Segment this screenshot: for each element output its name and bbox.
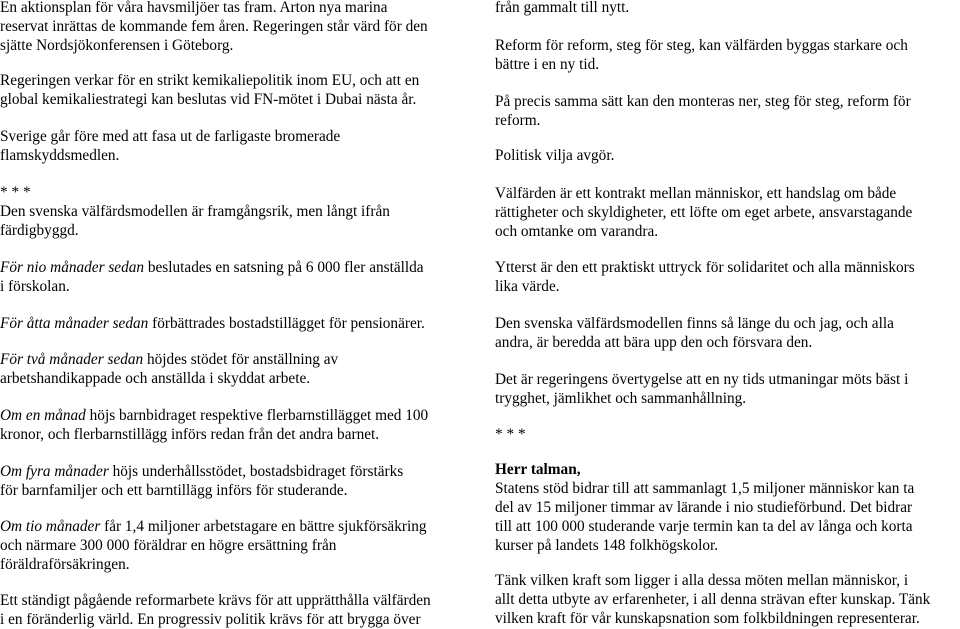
text-rest: förbättrades bostadstillägget för pensionärer. bbox=[148, 315, 425, 332]
text-line: En aktionsplan för våra havsmiljöer tas fram. Arton nya marina bbox=[0, 0, 388, 16]
text-line: föräldraförsäkringen. bbox=[0, 556, 130, 573]
text-line bbox=[0, 350, 338, 369]
text-line: Ett ständigt pågående reformarbete krävs för att upprätthålla välfärden bbox=[0, 592, 431, 609]
text-line: Sverige går före med att fasa ut de farligaste bromerade bbox=[0, 128, 341, 145]
text-line: i förskolan. bbox=[0, 278, 70, 295]
text-line: global kemikaliestrategi kan beslutas vid FN-mötet i Dubai nästa år. bbox=[0, 91, 417, 108]
time-lead: Om en månad bbox=[0, 407, 86, 424]
paragraph-welfare-exists bbox=[495, 314, 894, 352]
paragraph-reform-work bbox=[0, 591, 431, 629]
text-line bbox=[0, 517, 427, 536]
text-rest: höjs barnbidraget respektive flerbarnstillägget med 100 bbox=[85, 407, 429, 424]
text-line: Den svenska välfärdsmodellen är framgångsrik, men långt ifrån bbox=[0, 203, 390, 220]
text-rest: höjs underhållsstödet, bostadsbidraget förstärks bbox=[108, 463, 404, 480]
text-line: allt detta utbyte av erfarenheter, i all denna strävan efter kunskap. Tänk bbox=[495, 591, 931, 608]
paragraph-political-will bbox=[495, 146, 614, 165]
text-rest: får 1,4 miljoner arbetstagare en bättre sjukförsäkring bbox=[100, 518, 427, 535]
paragraph-marine-action-plan bbox=[0, 0, 428, 55]
text-line: sjätte Nordsjökonferensen i Göteborg. bbox=[0, 37, 234, 54]
text-line: Den svenska välfärdsmodellen finns så länge du och jag, och alla bbox=[495, 315, 894, 332]
paragraph-sickness-insurance bbox=[0, 517, 427, 574]
text-line: kurser på landets 148 folkhögskolor. bbox=[495, 537, 719, 554]
paragraph-preschool bbox=[0, 258, 424, 296]
text-line: vilken kraft för vår kunskapsnation som folkbildningen representerar. bbox=[495, 610, 920, 627]
text-line: del av 15 miljoner timmar av lärande i nio studieförbund. Det bidrar bbox=[495, 499, 913, 516]
text-line bbox=[0, 462, 403, 481]
time-lead: Om fyra månader bbox=[0, 463, 109, 480]
text-line: Reform för reform, steg för steg, kan välfärden byggas starkare och bbox=[495, 37, 908, 54]
text-line: bättre i en ny tid. bbox=[495, 56, 600, 73]
paragraph-solidarity bbox=[495, 258, 915, 296]
paragraph-dismantle bbox=[495, 92, 911, 130]
paragraph-maintenance-support bbox=[0, 462, 403, 500]
text-rest: beslutades en satsning på 6 000 fler anställda bbox=[144, 259, 424, 276]
text-line: reform. bbox=[495, 112, 541, 129]
text-line: från gammalt till nytt. bbox=[495, 0, 630, 16]
paragraph-welfare-model bbox=[0, 202, 390, 240]
paragraph-state-support bbox=[495, 479, 914, 555]
text-line: andra, är beredda att bära upp den och försvara den. bbox=[495, 334, 813, 351]
text-line: rättigheter och skyldigheter, ett löfte om eget arbete, ansvarstagande bbox=[495, 204, 913, 221]
text-line: reservat inrättas de kommande fem åren. Regeringen står värd för den bbox=[0, 18, 428, 35]
text-line: Välfärden är ett kontrakt mellan människor, ett handslag om både bbox=[495, 185, 897, 202]
paragraph-child-benefit bbox=[0, 406, 428, 444]
text-line: Regeringen verkar för en strikt kemikaliepolitik inom EU, och att en bbox=[0, 72, 420, 89]
text-line bbox=[0, 314, 425, 333]
text-line: och närmare 300 000 föräldrar en högre ersättning från bbox=[0, 537, 337, 554]
section-separator: * * * bbox=[0, 184, 31, 201]
paragraph-welfare-contract bbox=[495, 184, 912, 241]
text-line: och omtanke om varandra. bbox=[495, 223, 659, 240]
time-lead: Om tio månader bbox=[0, 518, 101, 535]
text-line: till att 100 000 studerande varje termin kan ta del av långa och korta bbox=[495, 518, 913, 535]
text-line: flamskyddsmedlen. bbox=[0, 147, 120, 164]
text-line: för barnfamiljer och ett barntillägg införs för studerande. bbox=[0, 482, 348, 499]
text-line bbox=[0, 258, 424, 277]
text-line: i en föränderlig värld. En progressiv politik krävs för att brygga över bbox=[0, 611, 421, 628]
text-line: lika värde. bbox=[495, 278, 560, 295]
paragraph-think-power bbox=[495, 571, 930, 628]
text-rest: höjdes stödet för anställning av bbox=[143, 351, 339, 368]
text-line bbox=[0, 406, 428, 425]
paragraph-housing-supplement bbox=[0, 314, 425, 333]
time-lead: För nio månader sedan bbox=[0, 259, 145, 276]
text-line: Det är regeringens övertygelse att en ny tids utmaningar möts bäst i bbox=[495, 371, 909, 388]
paragraph-chemicals-policy bbox=[0, 71, 419, 109]
paragraph-government-conviction bbox=[495, 370, 908, 408]
text-line: Ytterst är den ett praktiskt uttryck för solidaritet och alla människors bbox=[495, 259, 915, 276]
paragraph-old-to-new bbox=[495, 0, 629, 17]
paragraph-flame-retardants bbox=[0, 127, 340, 165]
text-line: Politisk vilja avgör. bbox=[495, 147, 615, 164]
text-line: Tänk vilken kraft som ligger i alla dessa möten mellan människor, i bbox=[495, 572, 909, 589]
text-line: trygghet, jämlikhet och sammanhållning. bbox=[495, 390, 747, 407]
text-line: kronor, och flerbarnstillägg införs redan från det andra barnet. bbox=[0, 426, 380, 443]
text-line: arbetshandikappade och anställda i skyddat arbete. bbox=[0, 370, 311, 387]
speech-heading: Herr talman, bbox=[495, 461, 581, 478]
text-line: På precis samma sätt kan den monteras ner, steg för steg, reform för bbox=[495, 93, 911, 110]
time-lead: För två månader sedan bbox=[0, 351, 144, 368]
time-lead: För åtta månader sedan bbox=[0, 315, 149, 332]
text-line: Statens stöd bidrar till att sammanlagt 1,5 miljoner människor kan ta bbox=[495, 480, 915, 497]
paragraph-employment-support bbox=[0, 350, 338, 388]
paragraph-reform-by-reform bbox=[495, 36, 908, 74]
text-line: färdigbyggd. bbox=[0, 222, 79, 239]
section-separator: * * * bbox=[495, 426, 526, 443]
